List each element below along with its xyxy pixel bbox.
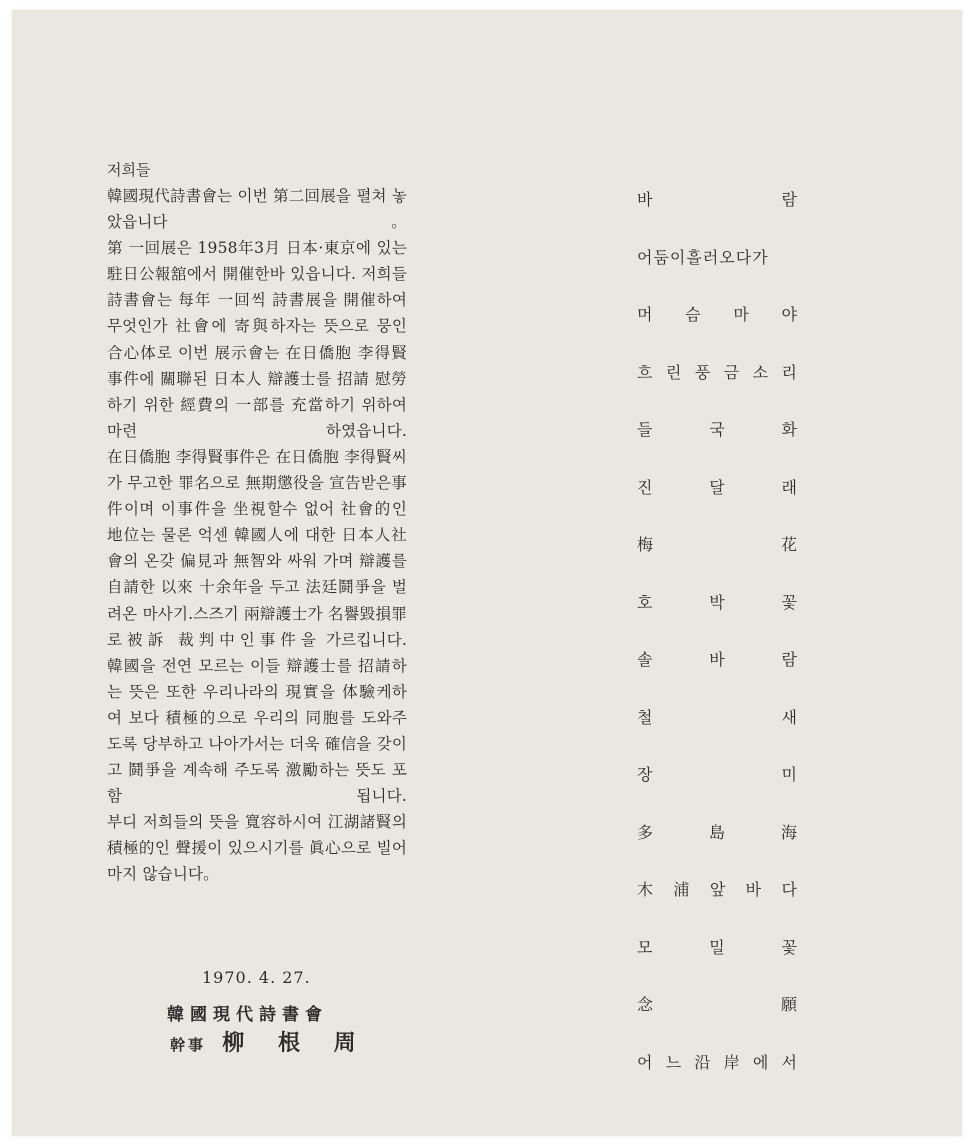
poem-line-char: 어 [637, 1052, 653, 1072]
poem-line [637, 992, 797, 1050]
letter-paragraph: 在日僑胞 李得賢事件은 在日僑胞 李得賢씨가 무고한 罪名으로 無期懲役을 宣告받은事件이며 이事件을 坐視할수 없어 社會的인 地位는 물론 억센 韓國人에 대한 日本人社會의 온갖 偏見과 無智와 싸워 가며 辯護를 自請한 以來 十余年을 두고 法廷鬪爭을 벌려온 마사기.스즈기 兩辯護士가 名譽毀損罪로被訴 裁判中인事件을 가르킵니다. [107, 447, 407, 649]
poem-line-char: 花 [780, 535, 797, 554]
poem-line-char: 모 [637, 937, 653, 957]
poem-line-char: 마 [733, 305, 749, 324]
poem-line-char: 소 [752, 362, 769, 382]
letter-date: 1970. 4. 27. [202, 968, 311, 987]
poem-line [637, 877, 797, 935]
poem-line-char: 린 [665, 362, 682, 382]
poem-line-char: 슴 [685, 305, 701, 324]
poem-line [637, 475, 797, 533]
poem-line-char: 岸 [723, 1052, 740, 1072]
poem-line-char: 島 [708, 822, 725, 842]
poem-line-char: 진 [637, 477, 653, 497]
poem-line [637, 245, 797, 303]
poem-line-char: 리 [781, 362, 797, 382]
poem-line-char: 국 [709, 420, 725, 439]
poem-line-char: 바 [745, 880, 762, 899]
poem-line-char: 밀 [709, 937, 725, 957]
poem-line-char: 꽃 [781, 937, 797, 957]
poem-line-char: 沿 [694, 1052, 711, 1072]
poem-line-char: 念 [637, 995, 654, 1014]
poem-line-char: 多 [637, 822, 654, 842]
document-sheet [12, 10, 962, 1136]
letter-paragraph: 第 一回展은 1958年3月 日本·東京에 있는 駐日公報舘에서 開催한바 있읍니다. 저희들 詩書會는 每年 一回씩 詩書展을 開催하여 무엇인가 社會에 寄與하자는 뜻으로 뭉인 合心体로 이번 展示會는 在日僑胞 李得賢事件에 關聯된 日本人 辯護士를 招請 慰勞하기 위한 經費의 一部를 充當하기 위하여 마련 하였읍니다. [107, 239, 407, 440]
poem-line [637, 302, 797, 360]
poem-line-char: 느 [665, 1052, 682, 1072]
letter-body [107, 158, 407, 888]
poem-line-char: 풍 [694, 362, 711, 382]
poem-line-char: 꽃 [781, 592, 797, 612]
poem-line-char: 서 [781, 1052, 797, 1072]
secretary-signature [170, 1026, 382, 1057]
poem-line [637, 820, 797, 878]
poem-title-list [637, 187, 797, 1107]
poem-line-char: 木 [637, 880, 654, 899]
poem-line-char: 梅 [637, 535, 654, 554]
poem-line [637, 590, 797, 648]
poem-line-char: 에 [752, 1052, 769, 1072]
poem-line-char: 철 [637, 707, 653, 727]
poem-line-char: 머 [637, 305, 653, 324]
poem-line [637, 705, 797, 763]
poem-line-char: 흐 [637, 362, 653, 382]
poem-line-char: 다 [781, 880, 797, 899]
secretary-name [222, 1030, 381, 1056]
poem-line-char: 장 [637, 765, 653, 784]
poem-line-char: 람 [781, 190, 797, 209]
poem-line-char: 람 [781, 650, 797, 669]
poem-line [637, 417, 797, 475]
poem-line [637, 762, 797, 820]
poem-line-char: 어둠이흘러오다가 [637, 247, 769, 267]
poem-line-char: 화 [781, 420, 797, 439]
organization-name: 韓國現代詩書會 [167, 1005, 328, 1025]
poem-line-char: 浦 [673, 880, 690, 899]
poem-line-char: 願 [780, 995, 797, 1014]
letter-paragraph: 韓國을 전연 모르는 이들 辯護士를 招請하는 뜻은 또한 우리나라의 現實을 体驗케하여 보다 積極的으로 우리의 同胞를 도와주도록 당부하고 나아가서는 더욱 確信을 갖이고 鬪爭을 계속해 주도록 激勵하는 뜻도 포함 됩니다. [107, 656, 407, 806]
poem-line-char: 들 [637, 420, 653, 439]
secretary-name-char: 根 [277, 1030, 300, 1056]
poem-line-char: 海 [780, 822, 797, 842]
poem-line-char: 솔 [637, 650, 653, 669]
secretary-title: 幹事 [170, 1036, 207, 1054]
letter-paragraph: 韓國現代詩書會는 이번 第二回展을 펼쳐 놓았읍니다。 [107, 187, 407, 232]
poem-line-char: 달 [709, 477, 725, 497]
poem-line-char: 새 [781, 707, 797, 727]
secretary-name-char: 周 [333, 1030, 356, 1056]
poem-line-char: 야 [781, 305, 797, 324]
poem-line [637, 935, 797, 993]
poem-line [637, 187, 797, 245]
poem-line-char: 금 [723, 362, 740, 382]
poem-line-char: 박 [709, 592, 725, 612]
poem-line [637, 532, 797, 590]
poem-line-char: 호 [637, 592, 653, 612]
secretary-name-char: 柳 [222, 1030, 245, 1056]
poem-line [637, 647, 797, 705]
poem-line [637, 1050, 797, 1108]
poem-line [637, 360, 797, 418]
poem-line-char: 래 [781, 477, 797, 497]
letter-greeting: 저희들 [107, 161, 151, 179]
poem-line-char: 앞 [709, 880, 726, 899]
poem-line-char: 미 [781, 765, 797, 784]
poem-line-char: 바 [709, 650, 725, 669]
poem-line-char: 바 [637, 190, 653, 209]
letter-paragraph: 부디 저희들의 뜻을 寬容하시여 江湖諸賢의 積極的인 聲援이 있으시기를 眞心으로 빌어 마지 않습니다。 [107, 813, 407, 884]
